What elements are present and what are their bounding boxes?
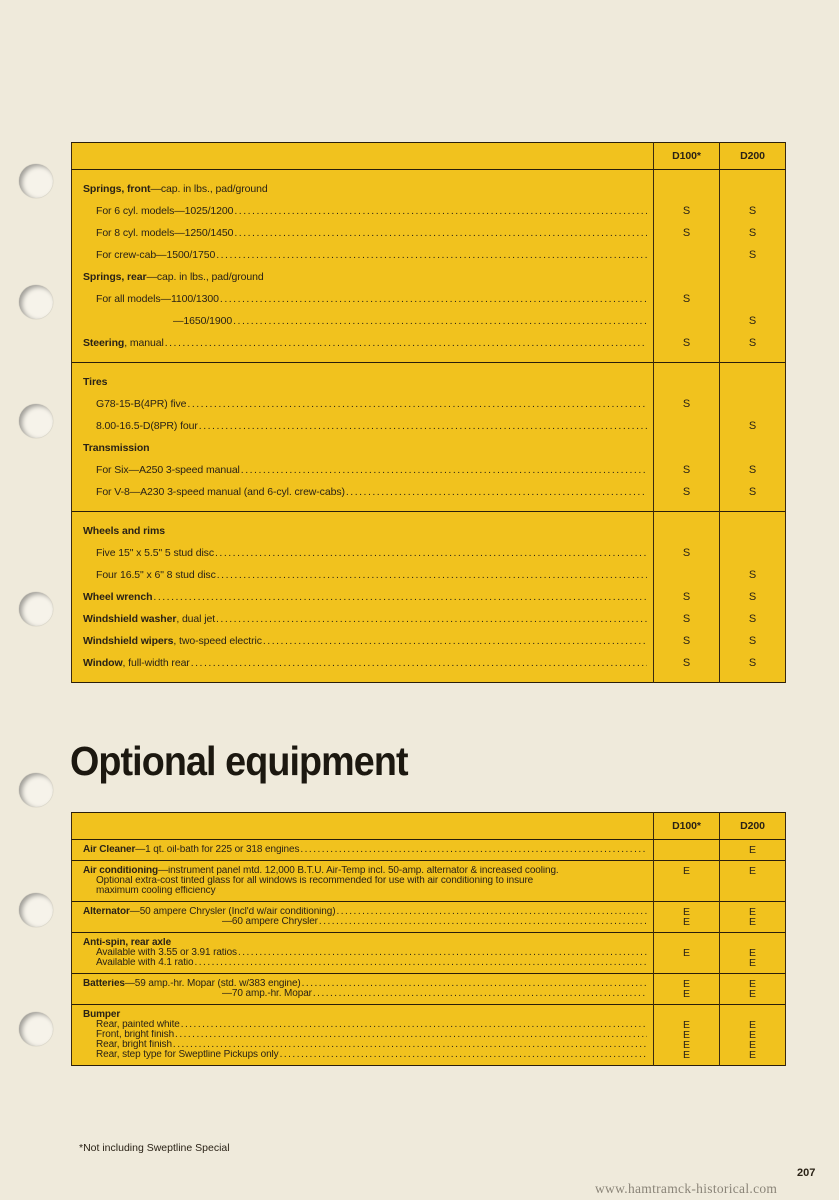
- spec-row-label: [72, 907, 653, 917]
- spec-row-label: [72, 437, 653, 459]
- spec-row-title: Springs, rear: [83, 271, 147, 283]
- leader-dots: [302, 979, 647, 989]
- standard-equipment-table: [71, 142, 786, 683]
- availability-mark: E: [749, 1029, 756, 1041]
- availability-mark: [654, 520, 719, 542]
- spec-row-label: [72, 244, 653, 266]
- spec-row-detail: For 8 cyl. models—1250/1450: [96, 227, 234, 239]
- spec-row-detail: 8.00-16.5-D(8PR) four: [96, 420, 198, 432]
- spec-row-label: [72, 948, 653, 958]
- spec-row-detail: For crew-cab—1500/1750: [96, 249, 216, 261]
- availability-mark: E: [749, 1039, 756, 1051]
- binder-hole: [19, 592, 53, 626]
- spec-row-text: [96, 1030, 174, 1040]
- availability-mark: S: [748, 205, 757, 217]
- description-cell: [72, 933, 654, 974]
- spec-row-text: [83, 845, 299, 855]
- d100-cell: [654, 902, 720, 933]
- spec-row-detail: For 6 cyl. models—1025/1200: [96, 205, 234, 217]
- leader-dots: [238, 948, 647, 958]
- spec-row-detail: For Six—A250 3-speed manual: [96, 464, 240, 476]
- description-cell: [72, 861, 654, 902]
- spec-row-text: [222, 917, 318, 927]
- availability-mark: [654, 244, 719, 266]
- d100-cell: [654, 363, 720, 512]
- availability-mark: [654, 958, 719, 968]
- leader-dots: [216, 244, 647, 266]
- spec-row-text: [96, 1020, 180, 1030]
- leader-dots: [319, 917, 647, 927]
- binder-hole: [19, 773, 53, 807]
- d200-cell: [720, 933, 786, 974]
- spec-row-detail: —50 ampere Chrysler (Incl'd w/air conditioning): [129, 907, 336, 917]
- spec-row-detail: —cap. in lbs., pad/ground: [150, 183, 268, 195]
- availability-mark: E: [749, 916, 756, 928]
- spec-row-title: Transmission: [83, 442, 150, 454]
- availability-mark: S: [682, 205, 691, 217]
- spec-row-label: [72, 917, 653, 927]
- leader-dots: [234, 222, 647, 244]
- availability-mark: E: [683, 1029, 690, 1041]
- spec-row-text: [83, 630, 262, 652]
- spec-row-text: [83, 907, 335, 917]
- spec-row-title: Steering: [83, 337, 125, 349]
- leader-dots: [346, 481, 647, 503]
- availability-mark: S: [682, 227, 691, 239]
- spec-row-title: Wheel wrench: [83, 591, 153, 603]
- availability-mark: E: [749, 1019, 756, 1031]
- d100-cell: [654, 933, 720, 974]
- spec-row-text: [96, 244, 215, 266]
- spec-row-text: [96, 222, 233, 244]
- spec-row-label: [72, 608, 653, 630]
- spec-row-title: Springs, front: [83, 183, 151, 195]
- spec-row-detail: —70 amp.-hr. Mopar: [222, 989, 312, 999]
- leader-dots: [220, 288, 647, 310]
- spec-row-label: [72, 310, 653, 332]
- availability-mark: [654, 845, 719, 855]
- leader-dots: [173, 1040, 647, 1050]
- spec-row-label: [72, 415, 653, 437]
- row-group: [72, 363, 786, 512]
- spec-row-label: [72, 288, 653, 310]
- spec-row-detail: maximum cooling efficiency: [96, 886, 216, 896]
- spec-row-text: [83, 652, 190, 674]
- spec-row-detail: For all models—1100/1300: [96, 293, 219, 305]
- spec-row-title: Tires: [83, 376, 108, 388]
- spec-row-text: [96, 459, 240, 481]
- binder-hole: [19, 404, 53, 438]
- availability-mark: S: [748, 249, 757, 261]
- availability-mark: E: [749, 988, 756, 1000]
- optional-equipment-table: [71, 812, 786, 1066]
- spec-row-text: [96, 958, 193, 968]
- leader-dots: [194, 958, 647, 968]
- availability-mark: [720, 393, 785, 415]
- availability-mark: S: [748, 337, 757, 349]
- spec-row-label: [72, 481, 653, 503]
- spec-row-text: [83, 437, 150, 459]
- availability-mark: S: [748, 464, 757, 476]
- spec-row-title: Anti-spin, rear axle: [83, 938, 172, 948]
- spec-row-text: [83, 979, 301, 989]
- d200-cell: [720, 974, 786, 1005]
- description-cell: [72, 1005, 654, 1066]
- availability-mark: [654, 178, 719, 200]
- availability-mark: [654, 371, 719, 393]
- spec-row-text: [96, 564, 216, 586]
- spec-row-label: [72, 979, 653, 989]
- spec-row-text: [96, 542, 214, 564]
- availability-mark: S: [682, 398, 691, 410]
- spec-row-label: [72, 178, 653, 200]
- availability-mark: S: [748, 613, 757, 625]
- spec-row-title: Air Cleaner: [83, 845, 136, 855]
- spec-row-text: [83, 1010, 120, 1020]
- watermark: www.hamtramck-historical.com: [595, 1181, 778, 1196]
- spec-row-text: [96, 288, 219, 310]
- availability-mark: S: [682, 591, 691, 603]
- description-cell: [72, 902, 654, 933]
- binder-hole: [19, 285, 53, 319]
- availability-mark: S: [682, 337, 691, 349]
- header-blank: [72, 143, 654, 170]
- spec-row-detail: —cap. in lbs., pad/ground: [146, 271, 264, 283]
- spec-row-text: [96, 876, 533, 886]
- column-header-d200: D200: [720, 143, 786, 170]
- spec-row-label: [72, 200, 653, 222]
- header-blank: [72, 813, 654, 840]
- leader-dots: [165, 332, 647, 354]
- availability-mark: E: [683, 906, 690, 918]
- d100-cell: [654, 840, 720, 861]
- spec-row-title: Alternator: [83, 907, 130, 917]
- spec-row-detail: Available with 3.55 or 3.91 ratios: [96, 948, 237, 958]
- availability-mark: [654, 415, 719, 437]
- spec-row-detail: Five 15" x 5.5" 5 stud disc: [96, 547, 214, 559]
- spec-row-text: [96, 393, 186, 415]
- availability-mark: S: [682, 657, 691, 669]
- availability-mark: S: [748, 227, 757, 239]
- spec-row-detail: G78-15-B(4PR) five: [96, 398, 187, 410]
- availability-mark: [720, 288, 785, 310]
- d200-cell: [720, 363, 786, 512]
- d100-cell: [654, 974, 720, 1005]
- availability-mark: S: [682, 547, 691, 559]
- availability-mark: E: [683, 1019, 690, 1031]
- spec-row-detail: , dual jet: [176, 613, 216, 625]
- spec-row-detail: —instrument panel mtd. 12,000 B.T.U. Air-Temp incl. 50-amp. alternator & increased cooling.: [158, 866, 559, 876]
- availability-mark: [720, 178, 785, 200]
- availability-mark: [720, 266, 785, 288]
- spec-row-text: [83, 332, 164, 354]
- spec-row-detail: , manual: [124, 337, 164, 349]
- leader-dots: [215, 542, 647, 564]
- leader-dots: [199, 415, 647, 437]
- availability-mark: E: [683, 947, 690, 959]
- availability-mark: [654, 876, 719, 886]
- leader-dots: [241, 459, 647, 481]
- spec-row-title: Windshield washer: [83, 613, 177, 625]
- availability-mark: S: [682, 293, 691, 305]
- leader-dots: [234, 200, 647, 222]
- leader-dots: [191, 652, 647, 674]
- spec-row-text: [96, 200, 233, 222]
- spec-row-text: [173, 310, 232, 332]
- spec-row-label: [72, 866, 653, 876]
- availability-mark: E: [683, 865, 690, 877]
- leader-dots: [280, 1050, 647, 1060]
- spec-row-text: [83, 266, 264, 288]
- spec-row-detail: Front, bright finish: [96, 1030, 175, 1040]
- availability-mark: [720, 520, 785, 542]
- row-group: [72, 974, 786, 1005]
- description-cell: [72, 363, 654, 512]
- spec-row-title: Windshield wipers: [83, 635, 174, 647]
- spec-row-text: [83, 938, 171, 948]
- description-cell: [72, 974, 654, 1005]
- availability-mark: [720, 876, 785, 886]
- d200-cell: [720, 840, 786, 861]
- availability-mark: E: [683, 988, 690, 1000]
- spec-row-detail: , full-width rear: [122, 657, 190, 669]
- spec-row-label: [72, 520, 653, 542]
- footnote: *Not including Sweptline Special: [79, 1142, 230, 1154]
- row-group: [72, 933, 786, 974]
- d100-cell: [654, 1005, 720, 1066]
- leader-dots: [187, 393, 647, 415]
- spec-row-text: [96, 1050, 279, 1060]
- spec-row-label: [72, 222, 653, 244]
- spec-row-title: Air conditioning: [83, 866, 159, 876]
- d200-cell: [720, 512, 786, 683]
- spec-row-text: [83, 371, 107, 393]
- availability-mark: S: [682, 464, 691, 476]
- availability-mark: S: [748, 591, 757, 603]
- spec-row-text: [83, 608, 215, 630]
- row-group: [72, 840, 786, 861]
- binder-hole: [19, 893, 53, 927]
- spec-row-title: Wheels and rims: [83, 525, 165, 537]
- d200-cell: [720, 902, 786, 933]
- leader-dots: [336, 907, 647, 917]
- binder-hole: [19, 1012, 53, 1046]
- spec-row-text: [96, 948, 237, 958]
- leader-dots: [217, 564, 647, 586]
- availability-mark: E: [683, 1049, 690, 1061]
- spec-row-title: Batteries: [83, 979, 125, 989]
- availability-mark: E: [749, 978, 756, 990]
- availability-mark: E: [683, 978, 690, 990]
- availability-mark: E: [749, 1049, 756, 1061]
- row-group: [72, 861, 786, 902]
- spec-row-text: [83, 520, 165, 542]
- spec-row-label: [72, 542, 653, 564]
- availability-mark: [720, 542, 785, 564]
- description-cell: [72, 840, 654, 861]
- spec-row-label: [72, 876, 653, 886]
- spec-row-label: [72, 1050, 653, 1060]
- availability-mark: S: [748, 635, 757, 647]
- availability-mark: E: [749, 844, 756, 856]
- spec-row-label: [72, 1040, 653, 1050]
- spec-row-text: [83, 866, 559, 876]
- spec-row-label: [72, 459, 653, 481]
- availability-mark: [654, 437, 719, 459]
- spec-row-detail: , two-speed electric: [173, 635, 262, 647]
- availability-mark: S: [682, 613, 691, 625]
- column-header-d100: D100*: [654, 143, 720, 170]
- description-cell: [72, 170, 654, 363]
- spec-row-text: [222, 989, 312, 999]
- row-group: [72, 170, 786, 363]
- spec-row-detail: Rear, painted white: [96, 1020, 180, 1030]
- spec-row-detail: Rear, bright finish: [96, 1040, 172, 1050]
- availability-mark: S: [748, 657, 757, 669]
- availability-mark: [720, 437, 785, 459]
- spec-row-title: Bumper: [83, 1010, 121, 1020]
- leader-dots: [313, 989, 647, 999]
- spec-row-detail: —1650/1900: [173, 315, 233, 327]
- leader-dots: [300, 845, 647, 855]
- spec-row-title: Window: [83, 657, 123, 669]
- optional-equipment-heading: Optional equipment: [70, 738, 408, 784]
- spec-row-text: [96, 481, 345, 503]
- spec-row-label: [72, 332, 653, 354]
- availability-mark: E: [683, 1039, 690, 1051]
- spec-row-detail: For V-8—A230 3-speed manual (and 6-cyl. crew-cabs): [96, 486, 345, 498]
- spec-row-label: [72, 630, 653, 652]
- spec-row-label: [72, 652, 653, 674]
- spec-row-detail: Optional extra-cost tinted glass for all windows is recommended for use with air conditioning to insure: [96, 876, 534, 886]
- spec-row-label: [72, 586, 653, 608]
- description-cell: [72, 512, 654, 683]
- column-header-d200: D200: [720, 813, 786, 840]
- row-group: [72, 512, 786, 683]
- spec-row-label: [72, 886, 653, 896]
- d200-cell: [720, 170, 786, 363]
- availability-mark: [654, 564, 719, 586]
- availability-mark: S: [748, 486, 757, 498]
- leader-dots: [233, 310, 647, 332]
- leader-dots: [263, 630, 647, 652]
- leader-dots: [216, 608, 647, 630]
- spec-row-text: [83, 586, 152, 608]
- spec-row-text: [83, 178, 268, 200]
- spec-row-text: [96, 1040, 172, 1050]
- spec-row-label: [72, 989, 653, 999]
- availability-mark: E: [749, 865, 756, 877]
- page-number: 207: [797, 1167, 816, 1179]
- d100-cell: [654, 170, 720, 363]
- row-group: [72, 902, 786, 933]
- spec-row-label: [72, 1020, 653, 1030]
- spec-row-text: [96, 886, 216, 896]
- d200-cell: [720, 1005, 786, 1066]
- spec-row-label: [72, 1010, 653, 1020]
- spec-row-label: [72, 845, 653, 855]
- spec-row-label: [72, 958, 653, 968]
- availability-mark: E: [749, 947, 756, 959]
- availability-mark: S: [748, 569, 757, 581]
- spec-row-label: [72, 266, 653, 288]
- spec-row-label: [72, 393, 653, 415]
- d200-cell: [720, 861, 786, 902]
- leader-dots: [181, 1020, 647, 1030]
- availability-mark: S: [682, 635, 691, 647]
- leader-dots: [175, 1030, 647, 1040]
- row-group: [72, 1005, 786, 1066]
- column-header-d100: D100*: [654, 813, 720, 840]
- binder-hole: [19, 164, 53, 198]
- spec-row-label: [72, 371, 653, 393]
- availability-mark: [654, 266, 719, 288]
- availability-mark: E: [683, 916, 690, 928]
- availability-mark: [654, 310, 719, 332]
- spec-row-detail: —59 amp.-hr. Mopar (std. w/383 engine): [124, 979, 301, 989]
- spec-row-label: [72, 1030, 653, 1040]
- d100-cell: [654, 861, 720, 902]
- spec-row-detail: Available with 4.1 ratio: [96, 958, 194, 968]
- availability-mark: E: [749, 957, 756, 969]
- spec-row-detail: —60 ampere Chrysler: [222, 917, 318, 927]
- availability-mark: S: [748, 420, 757, 432]
- availability-mark: E: [749, 906, 756, 918]
- spec-row-text: [96, 415, 198, 437]
- availability-mark: [720, 886, 785, 896]
- spec-row-detail: Rear, step type for Sweptline Pickups only: [96, 1050, 279, 1060]
- availability-mark: S: [748, 315, 757, 327]
- spec-row-detail: —1 qt. oil-bath for 225 or 318 engines: [135, 845, 300, 855]
- d100-cell: [654, 512, 720, 683]
- availability-mark: [654, 886, 719, 896]
- spec-row-label: [72, 938, 653, 948]
- leader-dots: [153, 586, 647, 608]
- spec-row-label: [72, 564, 653, 586]
- availability-mark: S: [682, 486, 691, 498]
- availability-mark: [720, 371, 785, 393]
- spec-row-detail: Four 16.5" x 6" 8 stud disc: [96, 569, 216, 581]
